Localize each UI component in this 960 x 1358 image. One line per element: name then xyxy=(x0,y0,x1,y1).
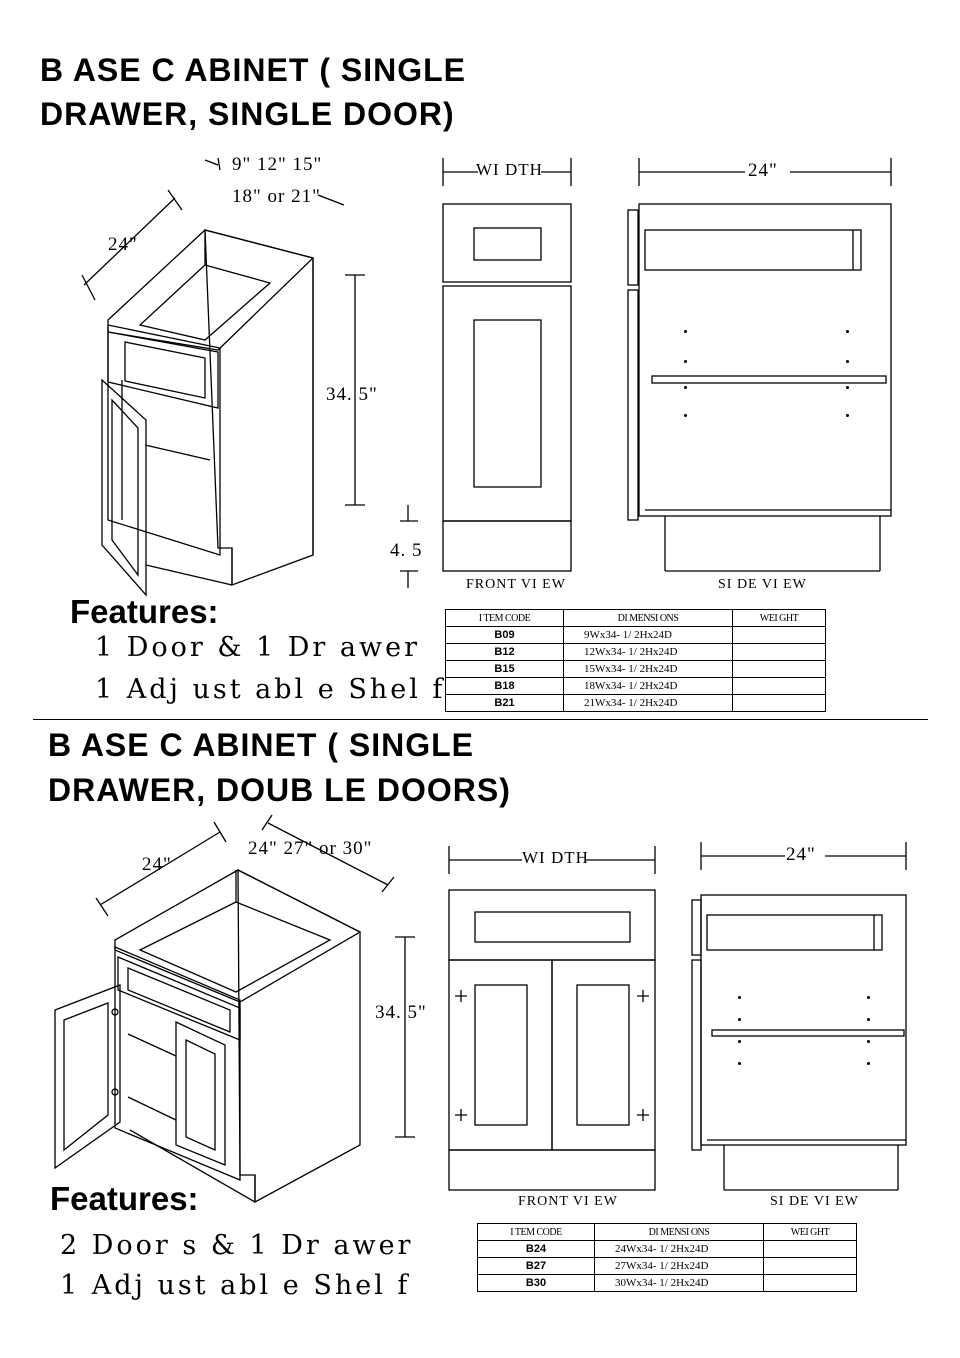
column-header-item-code: I TEM CODE xyxy=(478,1224,595,1241)
weight-cell xyxy=(764,1275,857,1292)
dimensions-cell: 15Wx34- 1/ 2Hx24D xyxy=(564,661,733,678)
section1-front-width-label: WI DTH xyxy=(476,160,543,179)
section2-feature-item: 1 Adj ust abl e Shel f xyxy=(60,1270,411,1301)
weight-cell xyxy=(764,1241,857,1258)
item-code-cell: B21 xyxy=(446,695,564,712)
column-header-dimensions: DI MENSI ONS xyxy=(564,610,733,627)
section1-feature-item: 1 Adj ust abl e Shel f xyxy=(95,674,446,705)
section1-toe-label: 4. 5 xyxy=(390,540,423,561)
section1-width-options-line1: 9" 12" 15" xyxy=(232,154,323,175)
section1-width-options-line2: 18" or 21" xyxy=(232,186,321,207)
section1-title-line2: DRAWER, SINGLE DOOR) xyxy=(40,96,455,132)
item-code-cell: B27 xyxy=(478,1258,595,1275)
section2-spec-table xyxy=(477,1223,857,1292)
section1-title-line1: B ASE C ABINET ( SINGLE xyxy=(40,52,466,88)
section2-title-line2: DRAWER, DOUB LE DOORS) xyxy=(48,772,511,808)
item-code-cell: B15 xyxy=(446,661,564,678)
column-header-weight: WEI GHT xyxy=(764,1224,857,1241)
item-code-cell: B09 xyxy=(446,627,564,644)
section1-features-heading: Features: xyxy=(70,593,219,630)
item-code-cell: B24 xyxy=(478,1241,595,1258)
dimensions-cell: 24Wx34- 1/ 2Hx24D xyxy=(595,1241,764,1258)
section1-side-depth-label: 24" xyxy=(748,160,778,181)
dimensions-cell: 12Wx34- 1/ 2Hx24D xyxy=(564,644,733,661)
dimensions-cell: 21Wx34- 1/ 2Hx24D xyxy=(564,695,733,712)
section1-height-label: 34. 5" xyxy=(326,384,378,405)
section2-feature-item: 2 Door s & 1 Dr awer xyxy=(60,1230,414,1261)
section2-height-label: 34. 5" xyxy=(375,1002,427,1023)
section1-depth-label: 24" xyxy=(108,234,138,255)
section2-depth-label: 24" xyxy=(142,854,172,875)
section2-title-line1: B ASE C ABINET ( SINGLE xyxy=(48,727,474,763)
dimensions-cell: 27Wx34- 1/ 2Hx24D xyxy=(595,1258,764,1275)
section2-side-view-label: SI DE VI EW xyxy=(770,1194,859,1209)
dimensions-cell: 30Wx34- 1/ 2Hx24D xyxy=(595,1275,764,1292)
dimensions-cell: 18Wx34- 1/ 2Hx24D xyxy=(564,678,733,695)
table-header-row xyxy=(478,1224,857,1241)
section2-features-heading: Features: xyxy=(50,1180,199,1217)
weight-cell xyxy=(764,1258,857,1275)
item-code-cell: B18 xyxy=(446,678,564,695)
column-header-weight: WEI GHT xyxy=(733,610,826,627)
section1-feature-item: 1 Door & 1 Dr awer xyxy=(95,632,421,663)
dimensions-cell: 9Wx34- 1/ 2Hx24D xyxy=(564,627,733,644)
table-row xyxy=(478,1258,857,1275)
section2-front-width-label: WI DTH xyxy=(522,848,589,867)
item-code-cell: B12 xyxy=(446,644,564,661)
section2-side-depth-label: 24" xyxy=(786,844,816,865)
table-row xyxy=(478,1275,857,1292)
column-header-dimensions: DI MENSI ONS xyxy=(595,1224,764,1241)
section1-front-view-label: FRONT VI EW xyxy=(466,577,566,592)
section1-side-view-label: SI DE VI EW xyxy=(718,577,807,592)
section2-width-options: 24" 27" or 30" xyxy=(248,838,373,859)
column-header-item-code: I TEM CODE xyxy=(446,610,564,627)
section2-front-view-label: FRONT VI EW xyxy=(518,1194,618,1209)
table-row xyxy=(478,1241,857,1258)
item-code-cell: B30 xyxy=(478,1275,595,1292)
